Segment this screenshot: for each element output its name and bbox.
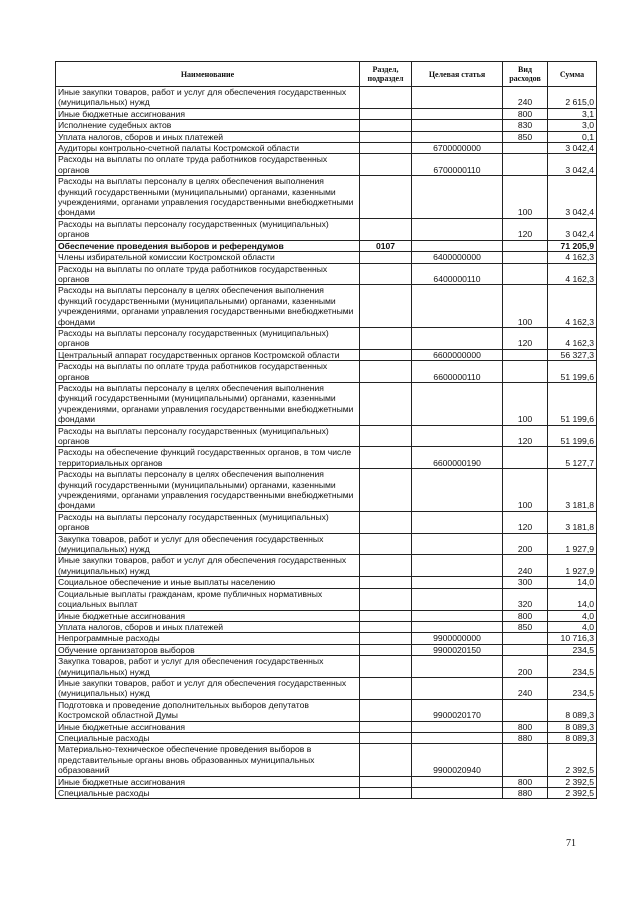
header-target: Целевая статья bbox=[412, 62, 503, 87]
row-target bbox=[412, 382, 503, 425]
table-row bbox=[56, 644, 597, 655]
row-amount: 3 042,4 bbox=[548, 143, 597, 154]
table-row bbox=[56, 656, 597, 678]
row-section bbox=[360, 176, 412, 219]
row-name: Расходы на выплаты по оплате труда работников государственных органов bbox=[56, 154, 360, 176]
row-name: Расходы на обеспечение функций государственных органов, в том числе территориальных органов bbox=[56, 447, 360, 469]
row-expense-type bbox=[503, 699, 548, 721]
table-row bbox=[56, 108, 597, 119]
table-row bbox=[56, 176, 597, 219]
row-name: Обучение организаторов выборов bbox=[56, 644, 360, 655]
row-target bbox=[412, 218, 503, 240]
row-amount: 71 205,9 bbox=[548, 240, 597, 251]
row-name: Уплата налогов, сборов и иных платежей bbox=[56, 131, 360, 142]
row-amount: 1 927,9 bbox=[548, 555, 597, 577]
row-section bbox=[360, 677, 412, 699]
row-section bbox=[360, 644, 412, 655]
table-row bbox=[56, 425, 597, 447]
row-name: Непрограммные расходы bbox=[56, 633, 360, 644]
row-name: Подготовка и проведение дополнительных выборов депутатов Костромской областной Думы bbox=[56, 699, 360, 721]
row-expense-type: 300 bbox=[503, 577, 548, 588]
page-number: 71 bbox=[566, 838, 576, 849]
row-target bbox=[412, 776, 503, 787]
row-expense-type bbox=[503, 633, 548, 644]
row-target bbox=[412, 588, 503, 610]
table-row bbox=[56, 252, 597, 263]
row-name: Иные закупки товаров, работ и услуг для обеспечения государственных (муниципальных) нужд bbox=[56, 677, 360, 699]
row-name: Исполнение судебных актов bbox=[56, 120, 360, 131]
row-amount: 51 199,6 bbox=[548, 361, 597, 383]
table-row bbox=[56, 154, 597, 176]
row-target: 6700000000 bbox=[412, 143, 503, 154]
row-amount: 2 392,5 bbox=[548, 776, 597, 787]
row-expense-type: 240 bbox=[503, 677, 548, 699]
row-name: Иные закупки товаров, работ и услуг для обеспечения государственных (муниципальных) нужд bbox=[56, 87, 360, 109]
table-row bbox=[56, 555, 597, 577]
header-amount: Сумма bbox=[548, 62, 597, 87]
row-expense-type bbox=[503, 240, 548, 251]
row-expense-type bbox=[503, 263, 548, 285]
row-name: Иные закупки товаров, работ и услуг для обеспечения государственных (муниципальных) нужд bbox=[56, 555, 360, 577]
row-expense-type: 100 bbox=[503, 176, 548, 219]
table-row bbox=[56, 218, 597, 240]
row-amount: 234,5 bbox=[548, 644, 597, 655]
row-name: Центральный аппарат государственных органов Костромской области bbox=[56, 349, 360, 360]
table-row bbox=[56, 732, 597, 743]
row-target: 6400000110 bbox=[412, 263, 503, 285]
table-row bbox=[56, 588, 597, 610]
table-row bbox=[56, 361, 597, 383]
row-section bbox=[360, 610, 412, 621]
row-section bbox=[360, 143, 412, 154]
row-expense-type: 240 bbox=[503, 87, 548, 109]
table-header-row bbox=[56, 62, 597, 87]
row-name: Социальные выплаты гражданам, кроме публичных нормативных социальных выплат bbox=[56, 588, 360, 610]
table-row bbox=[56, 349, 597, 360]
row-section bbox=[360, 382, 412, 425]
row-expense-type bbox=[503, 644, 548, 655]
row-expense-type: 240 bbox=[503, 555, 548, 577]
row-amount: 4 162,3 bbox=[548, 252, 597, 263]
row-section bbox=[360, 555, 412, 577]
row-name: Расходы на выплаты персоналу в целях обеспечения выполнения функций государственными (муниципальными) органами, казенными учреждениями, органами управления государственными внебюджетными фондами bbox=[56, 469, 360, 512]
row-target bbox=[412, 610, 503, 621]
row-expense-type: 800 bbox=[503, 610, 548, 621]
row-expense-type: 850 bbox=[503, 621, 548, 632]
row-expense-type: 800 bbox=[503, 721, 548, 732]
row-section bbox=[360, 533, 412, 555]
row-expense-type: 880 bbox=[503, 732, 548, 743]
row-target bbox=[412, 285, 503, 328]
row-name: Аудиторы контрольно-счетной палаты Костромской области bbox=[56, 143, 360, 154]
row-name: Специальные расходы bbox=[56, 788, 360, 799]
row-section bbox=[360, 108, 412, 119]
row-amount: 5 127,7 bbox=[548, 447, 597, 469]
budget-table bbox=[55, 61, 597, 799]
row-name: Расходы на выплаты персоналу государственных (муниципальных) органов bbox=[56, 425, 360, 447]
row-amount: 14,0 bbox=[548, 577, 597, 588]
table-row bbox=[56, 699, 597, 721]
row-target bbox=[412, 533, 503, 555]
row-name: Члены избирательной комиссии Костромской области bbox=[56, 252, 360, 263]
row-section bbox=[360, 633, 412, 644]
row-target bbox=[412, 469, 503, 512]
row-amount: 2 392,5 bbox=[548, 788, 597, 799]
table-row bbox=[56, 610, 597, 621]
row-section bbox=[360, 656, 412, 678]
row-expense-type bbox=[503, 252, 548, 263]
row-amount: 56 327,3 bbox=[548, 349, 597, 360]
row-expense-type: 100 bbox=[503, 285, 548, 328]
row-expense-type: 120 bbox=[503, 425, 548, 447]
table-row bbox=[56, 447, 597, 469]
row-target bbox=[412, 327, 503, 349]
table-row bbox=[56, 788, 597, 799]
row-amount: 2 392,5 bbox=[548, 744, 597, 776]
table-row bbox=[56, 621, 597, 632]
row-section bbox=[360, 285, 412, 328]
row-expense-type: 100 bbox=[503, 382, 548, 425]
row-section bbox=[360, 447, 412, 469]
row-target: 6400000000 bbox=[412, 252, 503, 263]
row-target: 9900020150 bbox=[412, 644, 503, 655]
row-expense-type bbox=[503, 361, 548, 383]
row-amount: 4 162,3 bbox=[548, 285, 597, 328]
row-amount: 51 199,6 bbox=[548, 425, 597, 447]
row-target bbox=[412, 176, 503, 219]
row-target: 6600000110 bbox=[412, 361, 503, 383]
row-expense-type: 100 bbox=[503, 469, 548, 512]
table-row bbox=[56, 143, 597, 154]
row-name: Обеспечение проведения выборов и референдумов bbox=[56, 240, 360, 251]
row-name: Материально-техническое обеспечение проведения выборов в представительные органы вновь образованных муниципальных образований bbox=[56, 744, 360, 776]
row-name: Закупка товаров, работ и услуг для обеспечения государственных (муниципальных) нужд bbox=[56, 656, 360, 678]
row-amount: 3 042,4 bbox=[548, 218, 597, 240]
table-row bbox=[56, 577, 597, 588]
row-target bbox=[412, 425, 503, 447]
row-expense-type: 120 bbox=[503, 511, 548, 533]
row-expense-type: 800 bbox=[503, 776, 548, 787]
row-amount: 3 181,8 bbox=[548, 469, 597, 512]
row-section bbox=[360, 361, 412, 383]
table-row bbox=[56, 533, 597, 555]
row-amount: 3,0 bbox=[548, 120, 597, 131]
row-section bbox=[360, 469, 412, 512]
table-row bbox=[56, 87, 597, 109]
row-section bbox=[360, 577, 412, 588]
row-section bbox=[360, 87, 412, 109]
row-expense-type bbox=[503, 744, 548, 776]
row-target bbox=[412, 555, 503, 577]
row-section bbox=[360, 699, 412, 721]
row-section bbox=[360, 349, 412, 360]
row-expense-type: 120 bbox=[503, 218, 548, 240]
table-row bbox=[56, 511, 597, 533]
header-section: Раздел, подраздел bbox=[360, 62, 412, 87]
table-row bbox=[56, 776, 597, 787]
row-name: Закупка товаров, работ и услуг для обеспечения государственных (муниципальных) нужд bbox=[56, 533, 360, 555]
row-section bbox=[360, 218, 412, 240]
row-target bbox=[412, 732, 503, 743]
row-section bbox=[360, 788, 412, 799]
table-row bbox=[56, 382, 597, 425]
row-amount: 3,1 bbox=[548, 108, 597, 119]
row-amount: 3 181,8 bbox=[548, 511, 597, 533]
row-expense-type bbox=[503, 447, 548, 469]
table-row bbox=[56, 285, 597, 328]
row-amount: 14,0 bbox=[548, 588, 597, 610]
row-amount: 4,0 bbox=[548, 610, 597, 621]
row-amount: 51 199,6 bbox=[548, 382, 597, 425]
row-section bbox=[360, 776, 412, 787]
row-amount: 0,1 bbox=[548, 131, 597, 142]
header-expense-type: Вид расходов bbox=[503, 62, 548, 87]
row-name: Расходы на выплаты по оплате труда работников государственных органов bbox=[56, 361, 360, 383]
row-expense-type: 830 bbox=[503, 120, 548, 131]
row-expense-type: 880 bbox=[503, 788, 548, 799]
row-name: Уплата налогов, сборов и иных платежей bbox=[56, 621, 360, 632]
table-row bbox=[56, 327, 597, 349]
row-amount: 2 615,0 bbox=[548, 87, 597, 109]
row-section bbox=[360, 511, 412, 533]
row-name: Иные бюджетные ассигнования bbox=[56, 776, 360, 787]
row-target bbox=[412, 511, 503, 533]
table-row bbox=[56, 120, 597, 131]
row-expense-type bbox=[503, 349, 548, 360]
row-target bbox=[412, 721, 503, 732]
row-target bbox=[412, 577, 503, 588]
row-name: Расходы на выплаты персоналу государственных (муниципальных) органов bbox=[56, 511, 360, 533]
row-amount: 8 089,3 bbox=[548, 732, 597, 743]
row-name: Специальные расходы bbox=[56, 732, 360, 743]
row-expense-type: 800 bbox=[503, 108, 548, 119]
row-target bbox=[412, 656, 503, 678]
row-target bbox=[412, 240, 503, 251]
row-target bbox=[412, 131, 503, 142]
header-name: Наименование bbox=[56, 62, 360, 87]
table-row bbox=[56, 240, 597, 251]
row-target bbox=[412, 120, 503, 131]
row-expense-type: 200 bbox=[503, 656, 548, 678]
table-row bbox=[56, 131, 597, 142]
row-section bbox=[360, 621, 412, 632]
row-target bbox=[412, 621, 503, 632]
row-amount: 3 042,4 bbox=[548, 154, 597, 176]
row-name: Расходы на выплаты персоналу государственных (муниципальных) органов bbox=[56, 218, 360, 240]
row-amount: 4,0 bbox=[548, 621, 597, 632]
table-row bbox=[56, 633, 597, 644]
row-amount: 4 162,3 bbox=[548, 327, 597, 349]
row-target: 9900020170 bbox=[412, 699, 503, 721]
row-amount: 234,5 bbox=[548, 656, 597, 678]
table-row bbox=[56, 721, 597, 732]
table-row bbox=[56, 263, 597, 285]
row-amount: 10 716,3 bbox=[548, 633, 597, 644]
row-amount: 3 042,4 bbox=[548, 176, 597, 219]
row-name: Иные бюджетные ассигнования bbox=[56, 721, 360, 732]
row-amount: 234,5 bbox=[548, 677, 597, 699]
row-section bbox=[360, 263, 412, 285]
row-amount: 1 927,9 bbox=[548, 533, 597, 555]
row-amount: 8 089,3 bbox=[548, 699, 597, 721]
row-section bbox=[360, 131, 412, 142]
row-name: Расходы на выплаты по оплате труда работников государственных органов bbox=[56, 263, 360, 285]
row-section bbox=[360, 252, 412, 263]
row-amount: 4 162,3 bbox=[548, 263, 597, 285]
row-target: 9900000000 bbox=[412, 633, 503, 644]
row-target: 9900020940 bbox=[412, 744, 503, 776]
row-section bbox=[360, 588, 412, 610]
row-name: Расходы на выплаты персоналу государственных (муниципальных) органов bbox=[56, 327, 360, 349]
row-target: 6700000110 bbox=[412, 154, 503, 176]
row-name: Расходы на выплаты персоналу в целях обеспечения выполнения функций государственными (муниципальными) органами, казенными учреждениями, органами управления государственными внебюджетными фондами bbox=[56, 176, 360, 219]
row-target bbox=[412, 87, 503, 109]
row-section bbox=[360, 721, 412, 732]
row-name: Социальное обеспечение и иные выплаты населению bbox=[56, 577, 360, 588]
row-name: Иные бюджетные ассигнования bbox=[56, 610, 360, 621]
row-expense-type bbox=[503, 143, 548, 154]
row-expense-type bbox=[503, 154, 548, 176]
row-name: Расходы на выплаты персоналу в целях обеспечения выполнения функций государственными (муниципальными) органами, казенными учреждениями, органами управления государственными внебюджетными фондами bbox=[56, 285, 360, 328]
row-section bbox=[360, 327, 412, 349]
row-section bbox=[360, 425, 412, 447]
row-expense-type: 120 bbox=[503, 327, 548, 349]
row-section bbox=[360, 154, 412, 176]
row-target: 6600000000 bbox=[412, 349, 503, 360]
row-section: 0107 bbox=[360, 240, 412, 251]
row-amount: 8 089,3 bbox=[548, 721, 597, 732]
row-expense-type: 320 bbox=[503, 588, 548, 610]
table-row bbox=[56, 677, 597, 699]
row-target bbox=[412, 677, 503, 699]
row-target bbox=[412, 788, 503, 799]
row-name: Расходы на выплаты персоналу в целях обеспечения выполнения функций государственными (муниципальными) органами, казенными учреждениями, органами управления государственными внебюджетными фондами bbox=[56, 382, 360, 425]
row-expense-type: 850 bbox=[503, 131, 548, 142]
table-row bbox=[56, 744, 597, 776]
table-row bbox=[56, 469, 597, 512]
row-section bbox=[360, 120, 412, 131]
row-target: 6600000190 bbox=[412, 447, 503, 469]
row-section bbox=[360, 744, 412, 776]
row-name: Иные бюджетные ассигнования bbox=[56, 108, 360, 119]
row-expense-type: 200 bbox=[503, 533, 548, 555]
row-section bbox=[360, 732, 412, 743]
row-target bbox=[412, 108, 503, 119]
